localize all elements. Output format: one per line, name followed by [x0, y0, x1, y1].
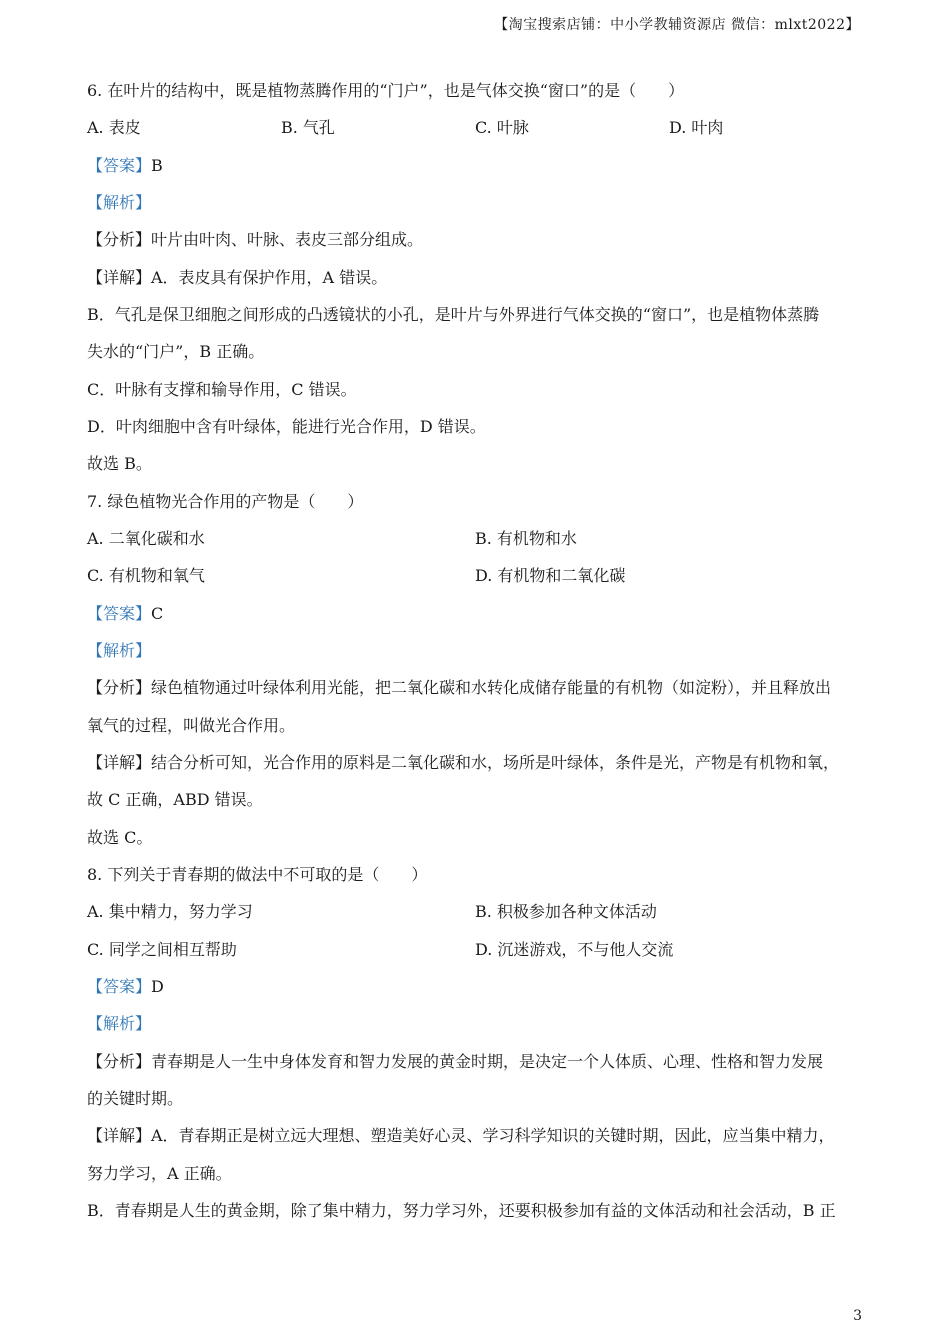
q7-analysis-label: 【解析】 [87, 641, 152, 660]
q7-answer [87, 603, 863, 625]
q8-option-a: A. 集中精力，努力学习 [87, 902, 253, 921]
q7-line-2: 氧气的过程，叫做光合作用。 [87, 716, 296, 735]
q6-line-6: D．叶肉细胞中含有叶绿体，能进行光合作用，D 错误。 [87, 417, 486, 436]
q6-option-d: D. 叶肉 [669, 118, 724, 137]
q7-line-3: 【详解】结合分析可知，光合作用的原料是二氧化碳和水，场所是叶绿体，条件是光，产物是有机物和氧， [87, 753, 840, 772]
answer-label: 【答案】 [87, 977, 152, 996]
answer-value: B [151, 156, 163, 175]
q6-line-3: B．气孔是保卫细胞之间形成的凸透镜状的小孔，是叶片与外界进行气体交换的“窗口”，也是植物体蒸腾 [87, 305, 820, 324]
q6-line-4: 失水的“门户”，B 正确。 [87, 342, 265, 361]
q6-option-b: B. 气孔 [281, 118, 335, 137]
q8-line-4: 努力学习，A 正确。 [87, 1164, 232, 1183]
answer-label: 【答案】 [87, 604, 152, 623]
q6-analysis-label: 【解析】 [87, 193, 152, 212]
q6-line-5: C．叶脉有支撑和输导作用，C 错误。 [87, 380, 357, 399]
page-header: 【淘宝搜索店铺：中小学教辅资源店 微信：mlxt2022】 [494, 17, 860, 33]
q7-line-4: 故 C 正确，ABD 错误。 [87, 790, 263, 809]
question-6-stem: 6. 在叶片的结构中，既是植物蒸腾作用的“门户”，也是气体交换“窗口”的是（ ） [87, 81, 685, 100]
page-number: 3 [853, 1308, 862, 1324]
q7-line-5: 故选 C。 [87, 828, 153, 847]
question-7-stem: 7. 绿色植物光合作用的产物是（ ） [87, 492, 364, 511]
q7-option-a: A. 二氧化碳和水 [87, 529, 205, 548]
q6-line-7: 故选 B。 [87, 454, 152, 473]
q6-line-1: 【分析】叶片由叶肉、叶脉、表皮三部分组成。 [87, 230, 424, 249]
q8-option-d: D. 沉迷游戏，不与他人交流 [475, 940, 674, 959]
answer-value: C [151, 604, 164, 623]
answer-label: 【答案】 [87, 156, 152, 175]
q6-line-2: 【详解】A．表皮具有保护作用，A 错误。 [87, 268, 388, 287]
q8-option-c: C. 同学之间相互帮助 [87, 940, 237, 959]
q7-line-1: 【分析】绿色植物通过叶绿体利用光能，把二氧化碳和水转化成储存能量的有机物（如淀粉），并且释放出 [87, 678, 832, 697]
q7-option-d: D. 有机物和二氧化碳 [475, 566, 626, 585]
q6-option-c: C. 叶脉 [475, 118, 529, 137]
q8-line-5: B．青春期是人生的黄金期，除了集中精力，努力学习外，还要积极参加有益的文体活动和社会活动，B 正 [87, 1201, 836, 1220]
q7-option-c: C. 有机物和氧气 [87, 566, 205, 585]
q8-line-2: 的关键时期。 [87, 1089, 184, 1108]
q6-option-a: A. 表皮 [87, 118, 141, 137]
q8-answer [87, 976, 863, 998]
q7-option-b: B. 有机物和水 [475, 529, 577, 548]
question-8-stem: 8. 下列关于青春期的做法中不可取的是（ ） [87, 865, 428, 884]
q8-line-3: 【详解】A．青春期正是树立远大理想、塑造美好心灵、学习科学知识的关键时期，因此，应当集中精力， [87, 1126, 835, 1145]
q8-option-b: B. 积极参加各种文体活动 [475, 902, 657, 921]
answer-value: D [151, 977, 164, 996]
q8-analysis-label: 【解析】 [87, 1014, 152, 1033]
q6-answer [87, 155, 863, 177]
q8-line-1: 【分析】青春期是人一生中身体发育和智力发展的黄金时期，是决定一个人体质、心理、性格和智力发展 [87, 1052, 824, 1071]
